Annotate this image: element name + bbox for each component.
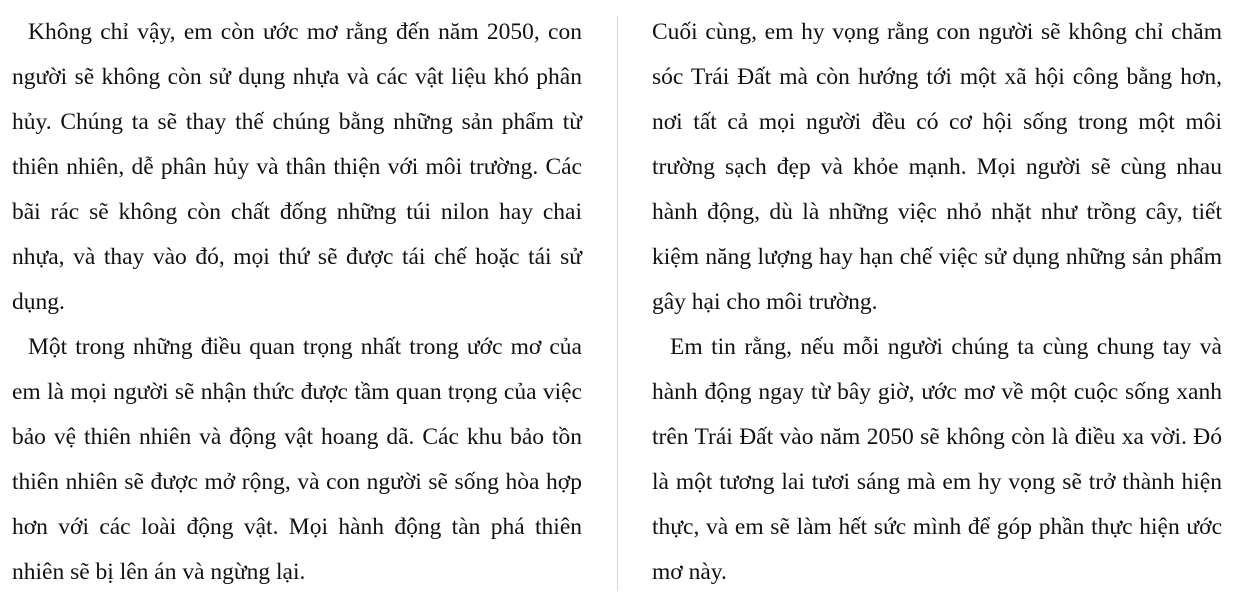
- paragraph-fair-society: Cuối cùng, em hy vọng rằng con người sẽ không chỉ chăm sóc Trái Đất mà còn hướng tới một xã hội công bằng hơn, nơi tất cả mọi người đều có cơ hội sống trong một môi trường sạch đẹp và khỏe mạnh. Mọi người sẽ cùng nhau hành động, dù là những việc nhỏ nhặt như trồng cây, tiết kiệm năng lượng hay hạn chế việc sử dụng những sản phẩm gây hại cho môi trường.: [652, 19, 1222, 315]
- paragraph-nature-protection: Một trong những điều quan trọng nhất trong ước mơ của em là mọi người sẽ nhận thức được tầm quan trọng của việc bảo vệ thiên nhiên và động vật hoang dã. Các khu bảo tồn thiên nhiên sẽ được mở rộng, và con người sẽ sống hòa hợp hơn với các loài động vật. Mọi hành động tàn phá thiên nhiên sẽ bị lên án và ngừng lại.: [12, 334, 582, 585]
- left-column: [12, 10, 582, 595]
- column-divider: [617, 16, 618, 591]
- right-column: [652, 10, 1222, 595]
- paragraph-plastic-free: Không chỉ vậy, em còn ước mơ rằng đến năm 2050, con người sẽ không còn sử dụng nhựa và các vật liệu khó phân hủy. Chúng ta sẽ thay thế chúng bằng những sản phẩm từ thiên nhiên, dễ phân hủy và thân thiện với môi trường. Các bãi rác sẽ không còn chất đống những túi nilon hay chai nhựa, và thay vào đó, mọi thứ sẽ được tái chế hoặc tái sử dụng.: [12, 19, 582, 315]
- paragraph-conclusion: Em tin rằng, nếu mỗi người chúng ta cùng chung tay và hành động ngay từ bây giờ, ước mơ về một cuộc sống xanh trên Trái Đất vào năm 2050 sẽ không còn là điều xa vời. Đó là một tương lai tươi sáng mà em hy vọng sẽ trở thành hiện thực, và em sẽ làm hết sức mình để góp phần thực hiện ước mơ này.: [652, 334, 1222, 585]
